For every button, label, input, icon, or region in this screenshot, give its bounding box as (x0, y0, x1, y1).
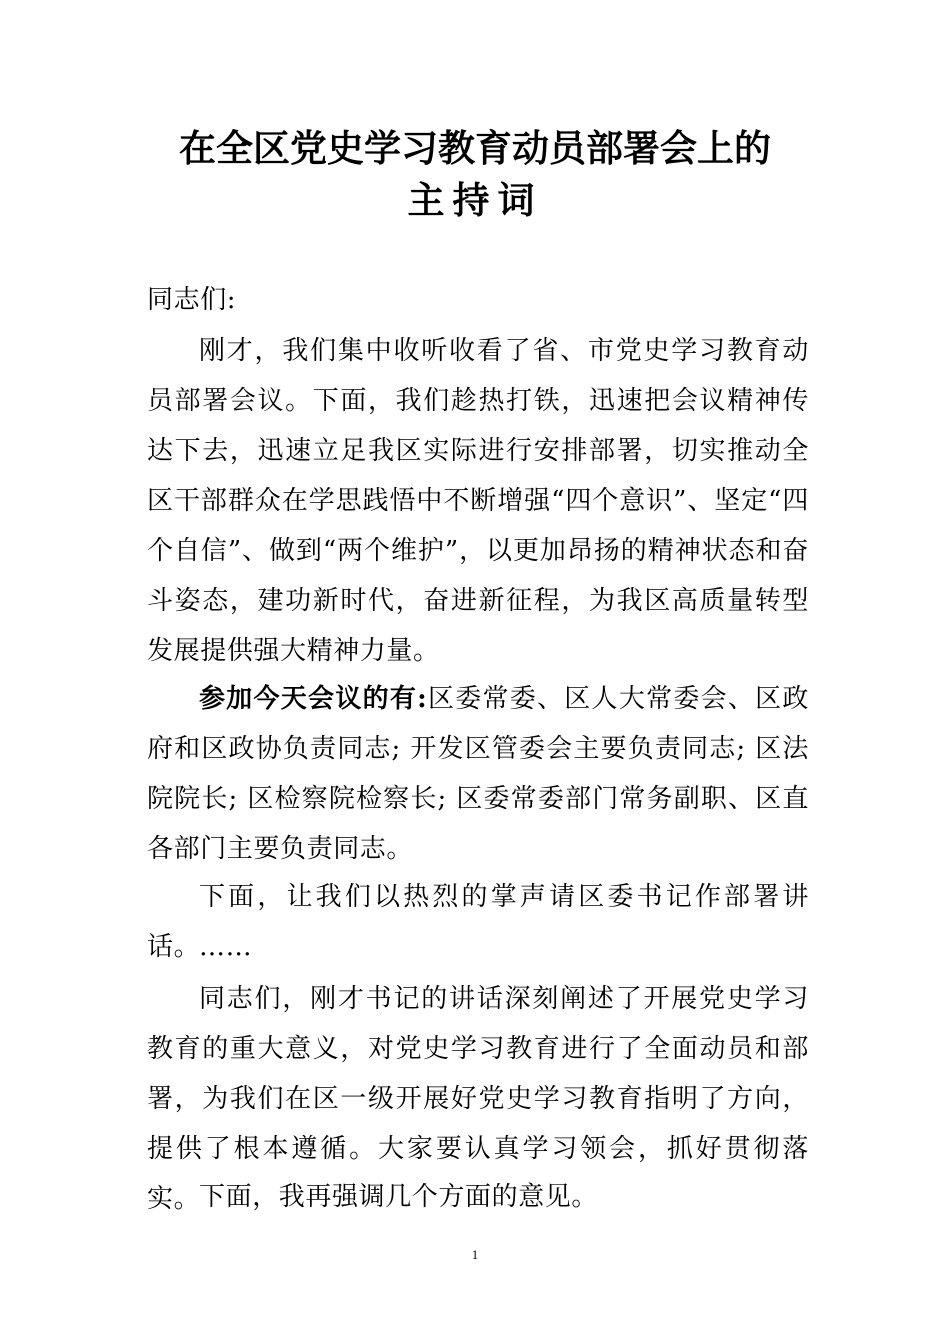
paragraph-opening: 刚才，我们集中收听收看了省、市党史学习教育动员部署会议。下面，我们趁热打铁，迅速把会议精神传达下去，迅速立足我区实际进行安排部署，切实推动全区干部群众在学思践悟中不断增强“四个意识”、坚定“四个自信”、做到“两个维护”，以更加昂扬的精神状态和奋斗姿态，建功新时代，奋进新征程，为我区高质量转型发展提供强大精神力量。 (147, 336, 809, 666)
ellipsis: …… (199, 932, 253, 962)
paragraph-summary: 同志们，刚才书记的讲话深刻阐述了开展党史学习教育的重大意义，对党史学习教育进行了全面动员和部署，为我们在区一级开展好党史学习教育指明了方向，提供了根本遵循。大家要认真学习领会，抓好贯彻落实。 (147, 984, 809, 1214)
attendees-lead: 参加今天会议的有: (199, 684, 428, 714)
page-number: 1 (471, 1247, 479, 1262)
paragraph-attendees (147, 674, 809, 874)
paragraph-invite-speech: 下面，让我们以热烈的掌声请区委书记作部署讲话。 (147, 882, 809, 962)
attendees-list: 区委常委、区人大常委会、区政府和区政协负责同志; 开发区管委会主要负责同志; 区法院院长; 区检察院检察长; 区委常委部门常务副职、区直各部门主要负责同志。 (147, 684, 809, 864)
greeting: 同志们: (147, 285, 237, 315)
document-subtitle: 主持词 (407, 178, 543, 222)
paragraph-next: 下面，我再强调几个方面的意见。 (199, 1182, 599, 1212)
document-title: 在全区党史学习教育动员部署会上的 (179, 126, 771, 170)
